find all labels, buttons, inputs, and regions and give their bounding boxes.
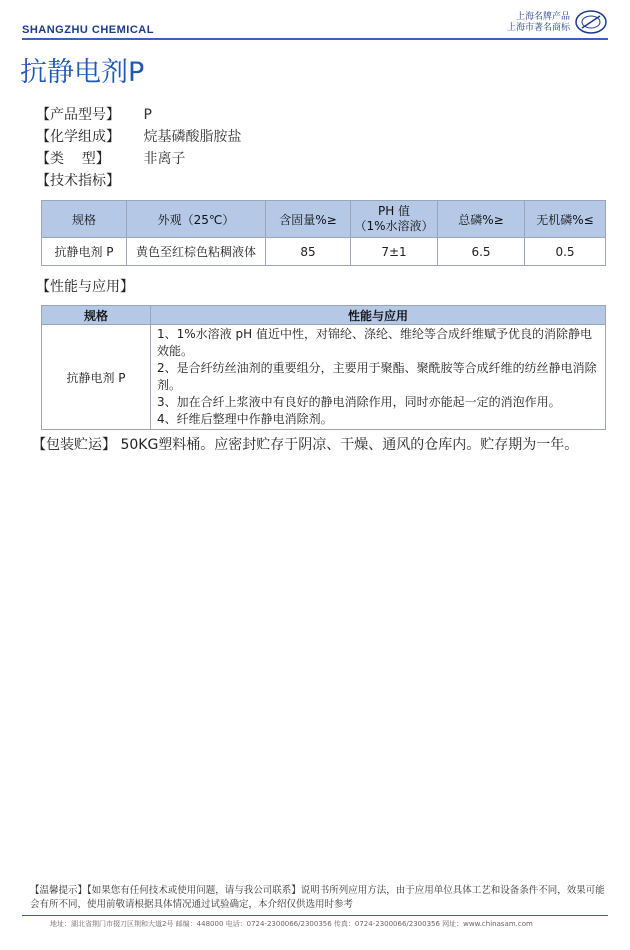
property-label: 【技术指标】: [36, 173, 120, 189]
header-divider: [22, 38, 608, 40]
application-line: 4、纤维后整理中作静电消除剂。: [157, 412, 333, 426]
property-label: 【类 型】: [36, 151, 110, 167]
packaging-label: 【包装贮运】: [32, 437, 116, 453]
application-line: 2、是合纤纺丝油剂的重要组分，主要用于聚酯、聚酰胺等合成纤维的纺丝静电消除剂。: [157, 361, 597, 392]
property-value: P: [143, 107, 152, 123]
table-cell: 抗静电剂 P: [42, 325, 151, 430]
column-header: 外观（25℃）: [127, 201, 266, 238]
column-header: 规格: [42, 306, 151, 325]
table-cell: 黄色至红棕色粘稠液体: [127, 238, 266, 266]
footer-note: 【温馨提示】【如果您有任何技术或使用问题，请与我公司联系】说明书所列应用方法，由于应用单位具体工艺和设备条件不同，效果可能会有所不同，使用前敬请根据具体情况通过试验确定，本介绍仅供选用时参考: [30, 885, 605, 910]
column-header: 无机磷%≤: [525, 201, 606, 238]
property-value: 烷基磷酸脂胺盐: [143, 129, 242, 145]
column-header: 含固量%≥: [266, 201, 351, 238]
table-cell: 0.5: [525, 238, 606, 266]
cert-line-1: 上海名牌产品: [515, 12, 570, 22]
page-title: 抗静电剂P: [20, 57, 145, 88]
table-cell: 7±1: [351, 238, 438, 266]
property-row: [36, 170, 596, 192]
table-header-row: [42, 306, 606, 325]
section-heading-application: 【性能与应用】: [36, 279, 134, 295]
column-header: 性能与应用: [151, 306, 606, 325]
company-logo-icon: [574, 8, 608, 36]
application-description: [151, 325, 606, 430]
application-line: 1、1%水溶液 pH 值近中性，对锦纶、涤纶、维纶等合成纤维赋予优良的消除静电效能。: [157, 327, 592, 358]
spec-table: [41, 200, 606, 266]
column-header: 总磷%≥: [438, 201, 525, 238]
table-row: [42, 238, 606, 266]
table-cell: 85: [266, 238, 351, 266]
property-row: [36, 104, 596, 126]
certification-text: [507, 12, 570, 34]
packaging-value: 50KG塑料桶。应密封贮存于阴凉、干燥、通风的仓库内。贮存期为一年。: [120, 437, 579, 453]
application-table: [41, 305, 606, 430]
table-header-row: [42, 201, 606, 238]
property-value: 非离子: [143, 151, 186, 167]
application-line: 3、加在合纤上浆液中有良好的静电消除作用，同时亦能起一定的消泡作用。: [157, 395, 561, 409]
property-list: [36, 104, 596, 192]
property-row: [36, 148, 596, 170]
footer-address: 地址：湖北省荆门市掇刀区荆和大道2号 邮编：448000 电话：0724-2300066/2300356 传真：0724-2300066/2300356 网址：www.chinasam.com: [50, 920, 533, 928]
packaging-row: [32, 434, 578, 454]
cert-line-2: 上海市著名商标: [506, 23, 570, 33]
brand-name: SHANGZHU CHEMICAL: [22, 24, 154, 36]
table-cell: 抗静电剂 P: [42, 238, 127, 266]
property-label: 【化学组成】: [36, 129, 120, 145]
column-header: 规格: [42, 201, 127, 238]
property-row: [36, 126, 596, 148]
table-cell: 6.5: [438, 238, 525, 266]
column-header: PH 值 （1%水溶液）: [351, 201, 438, 238]
property-label: 【产品型号】: [36, 107, 120, 123]
footer-divider: [22, 915, 608, 916]
table-row: [42, 325, 606, 430]
